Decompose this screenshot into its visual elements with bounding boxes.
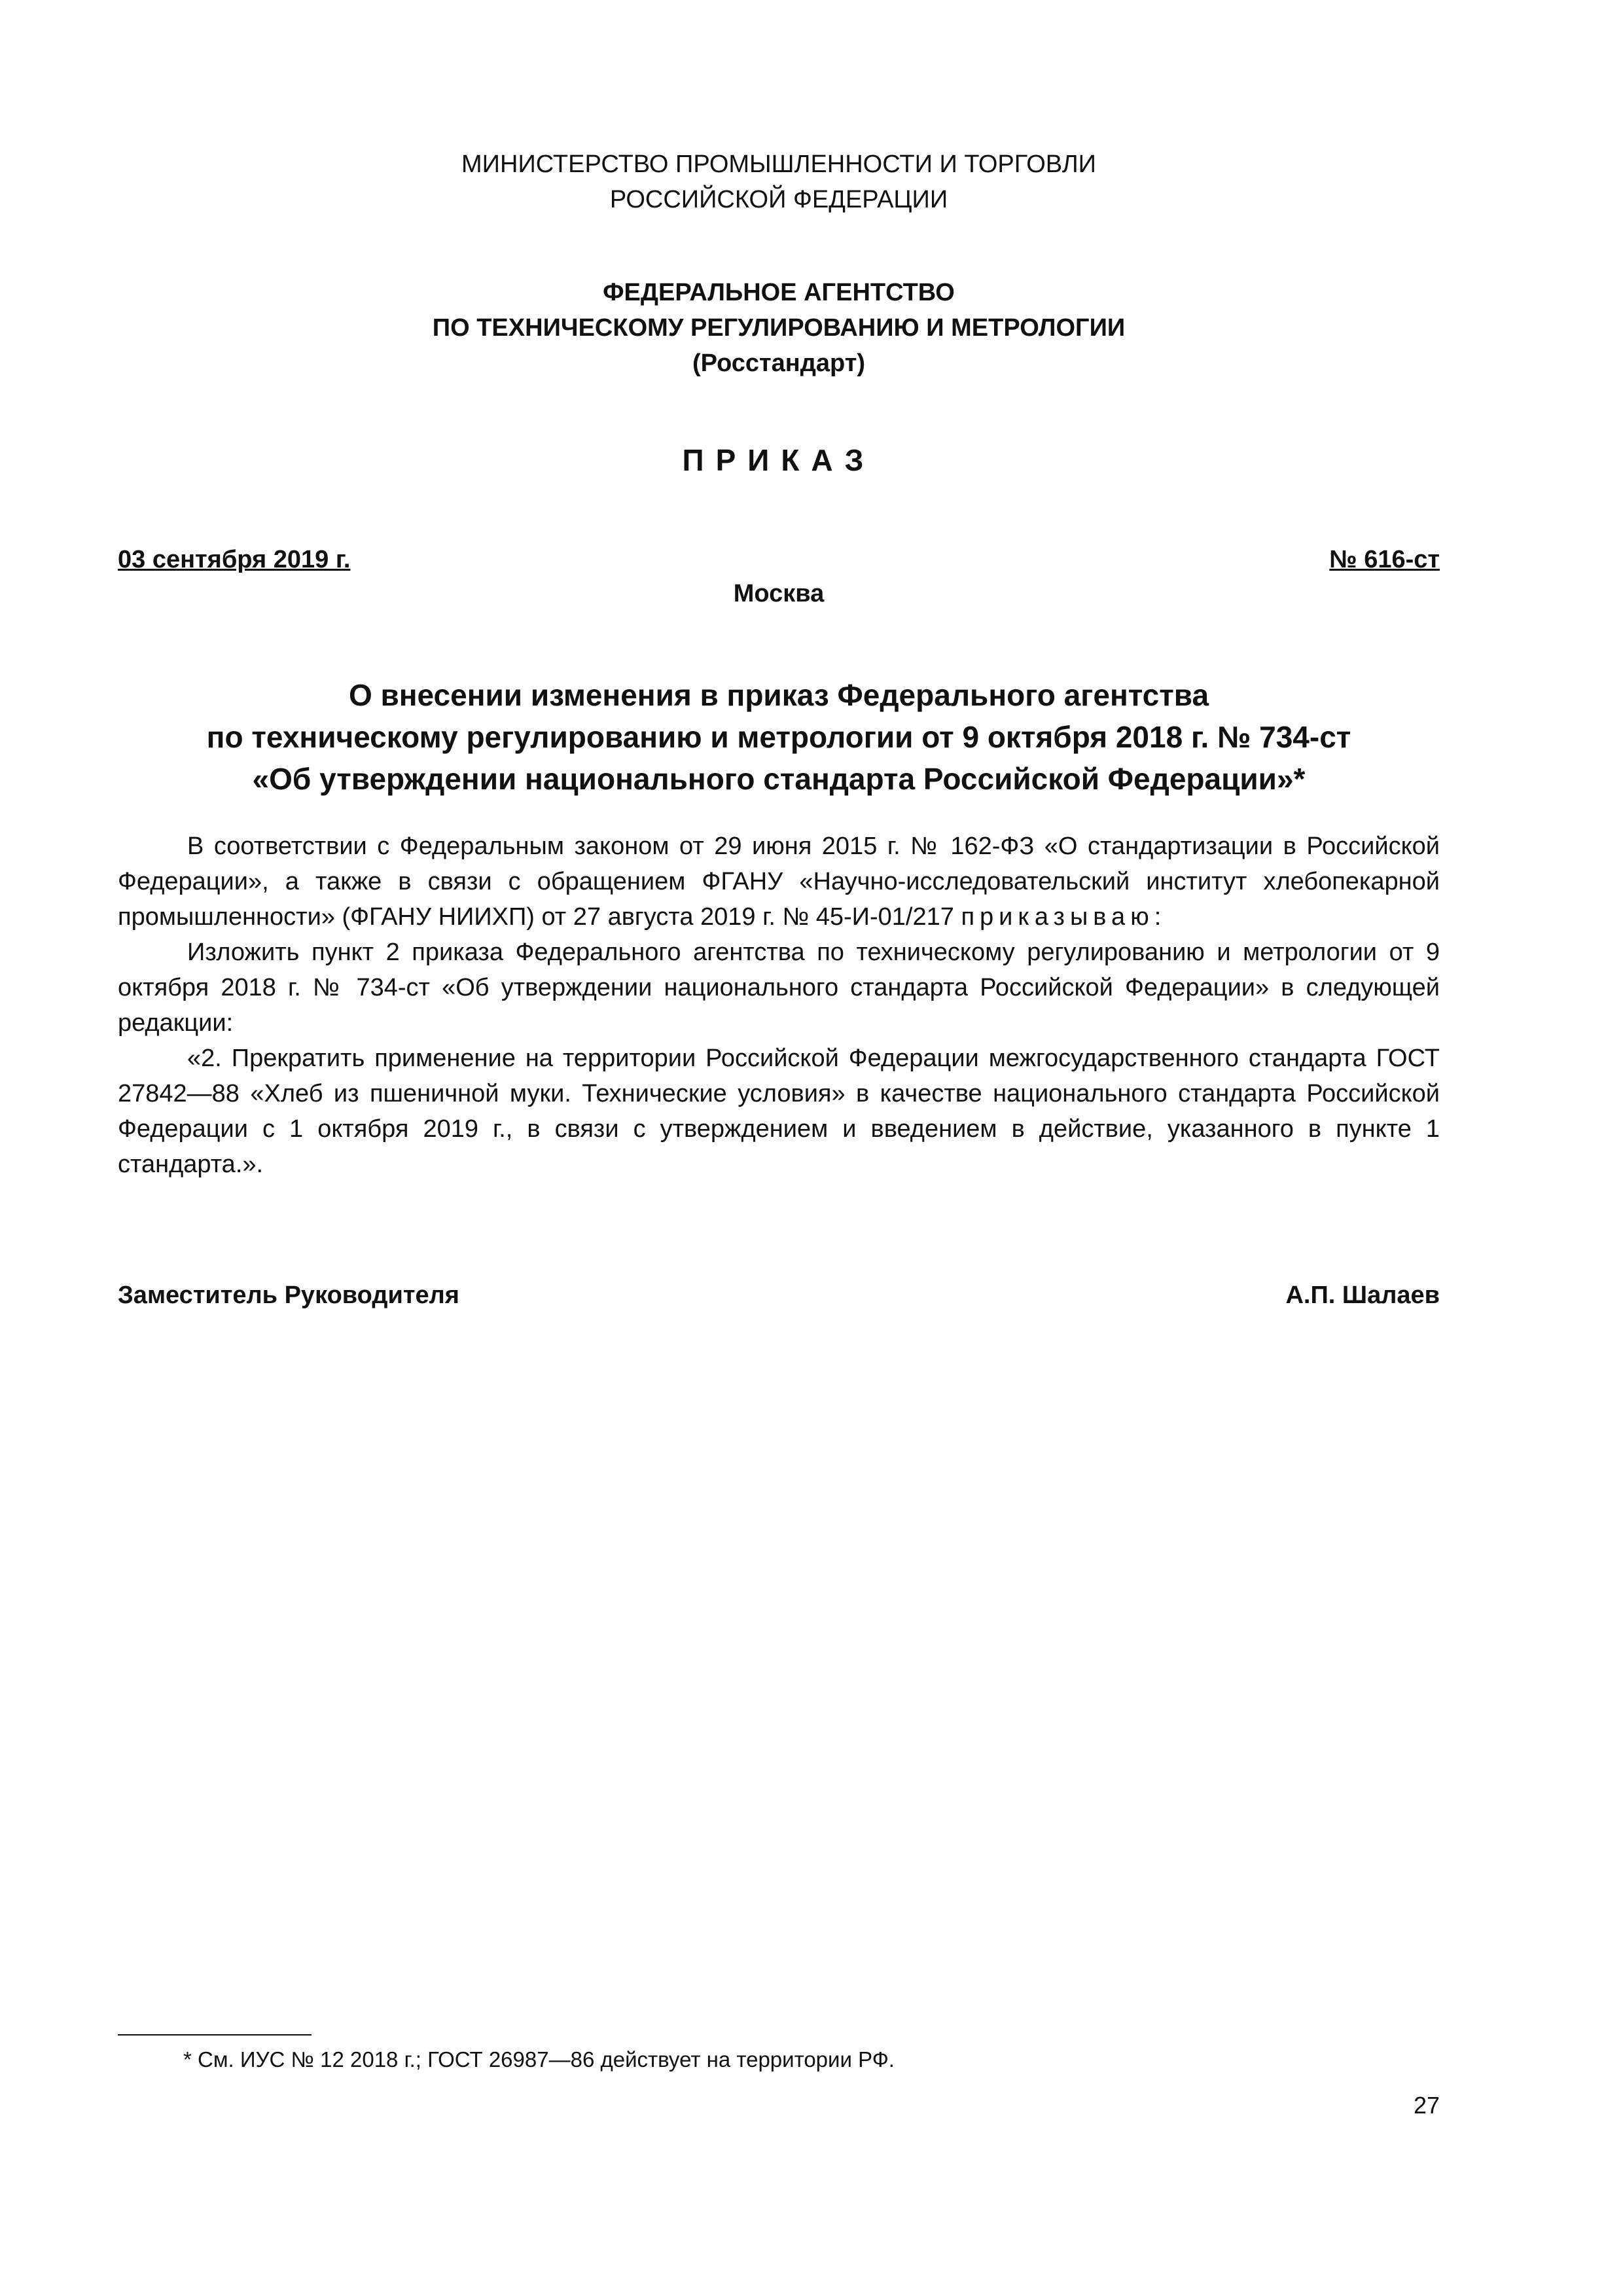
order-heading: ПРИКАЗ [682, 443, 876, 477]
ministry-line-2: РОССИЙСКОЙ ФЕДЕРАЦИИ [609, 186, 948, 213]
order-city: Москва [733, 580, 825, 607]
agency-line-1: ФЕДЕРАЛЬНОЕ АГЕНТСТВО [603, 279, 955, 306]
title-line-2: по техническому регулированию и метрологии от 9 октября 2018 г. № 734-ст [206, 720, 1351, 754]
body-paragraph-2: Изложить пункт 2 приказа Федерального агентства по техническому регулированию и метрологии от 9 октября 2018 г. № 734-ст «Об утверждении национального стандарта Российской Федерации» в следующей редакции: [118, 939, 1440, 1037]
agency-header [118, 275, 1440, 381]
ministry-header [118, 147, 1440, 217]
body-paragraph-1 [118, 829, 1440, 935]
agency-line-2: ПО ТЕХНИЧЕСКОМУ РЕГУЛИРОВАНИЮ И МЕТРОЛОГИИ [432, 314, 1126, 342]
ministry-line-1: МИНИСТЕРСТВО ПРОМЫШЛЕННОСТИ И ТОРГОВЛИ [461, 151, 1096, 178]
title-line-3: «Об утверждении национального стандарта Российской Федерации»* [252, 762, 1306, 796]
footnote-divider [118, 2034, 312, 2036]
document-body [118, 829, 1440, 1182]
order-date: 03 сентября 2019 г. [118, 546, 351, 573]
order-number: № 616-ст [1329, 546, 1440, 573]
signatory-name: А.П. Шалаев [1285, 1282, 1440, 1309]
document-title [118, 674, 1440, 800]
signatory-position: Заместитель Руководителя [118, 1282, 459, 1309]
body-paragraph-3: «2. Прекратить применение на территории Российской Федерации межгосударственного стандарта ГОСТ 27842—88 «Хлеб из пшеничной муки. Технические условия» в качестве национального стандарта Российской Федерации с 1 октября 2019 г., в связи с утверждением и введением в действие, указанного в пункте 1 стандарта.». [118, 1045, 1440, 1178]
title-line-1: О внесении изменения в приказ Федерального агентства [348, 678, 1209, 712]
agency-line-3: (Росстандарт) [692, 350, 865, 377]
page-number: 27 [1413, 2092, 1440, 2119]
body-paragraph-1-text: В соответствии с Федеральным законом от 29 июня 2015 г. № 162-ФЗ «О стандартизации в Российской Федерации», а также в связи с обращением ФГАНУ «Научно-исследовательский институт хлебопекарной промышленности» (ФГАНУ НИИХП) от 27 августа 2019 г. № 45-И-01/217 [118, 833, 1440, 931]
order-keyword: приказываю: [961, 903, 1167, 931]
footnote: * См. ИУС № 12 2018 г.; ГОСТ 26987—86 действует на территории РФ. [183, 2047, 895, 2072]
